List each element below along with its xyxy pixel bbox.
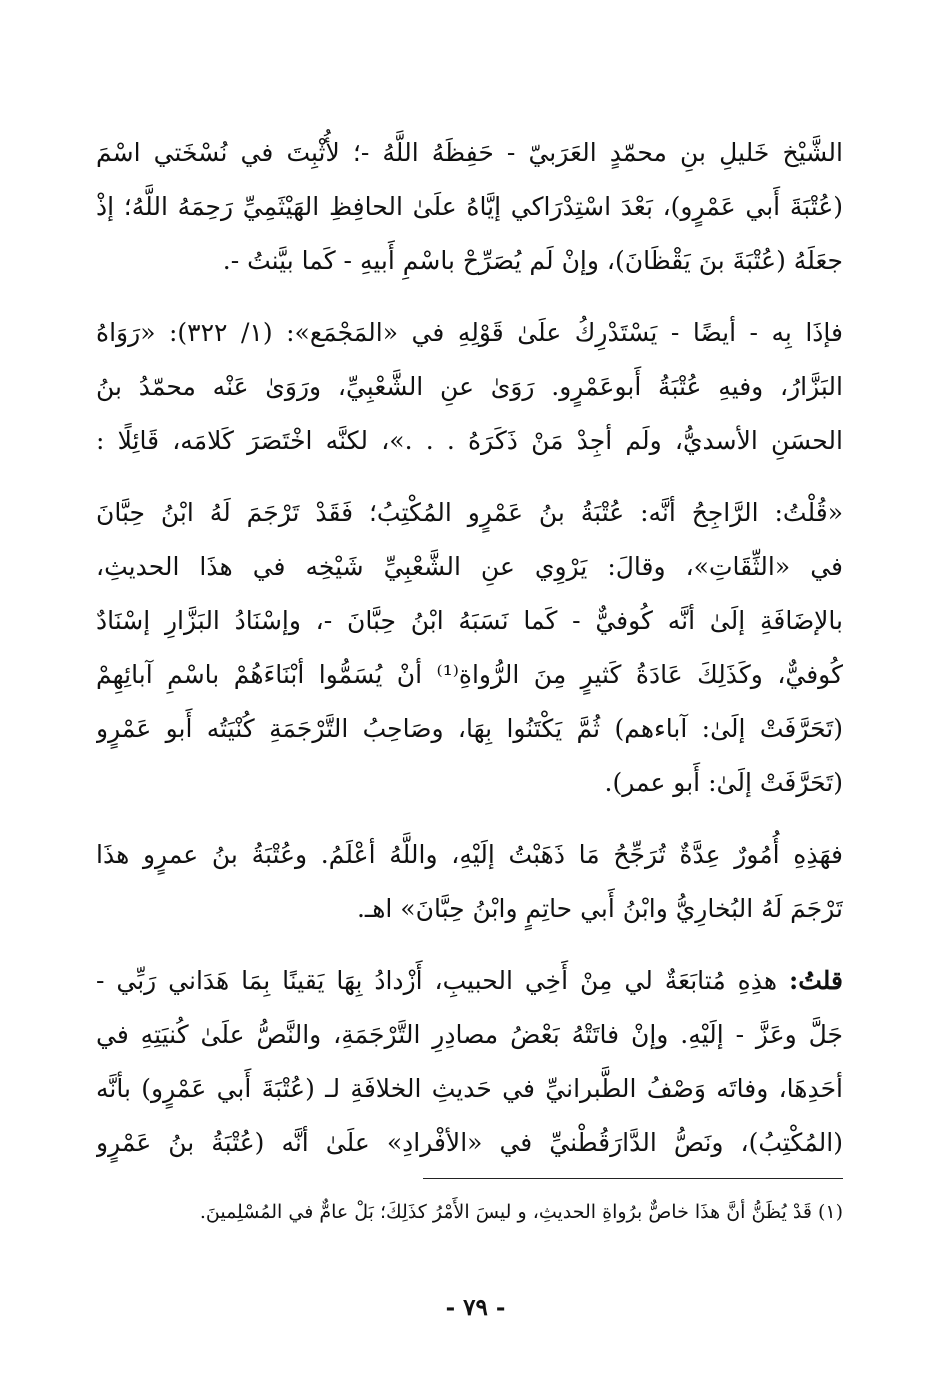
paragraph-2 [96, 306, 843, 468]
lead-word: قلتُ: [788, 966, 843, 995]
text-line: جَلَّ وعَزَّ - إلَيْهِ. وإنْ فاتَتْهُ بَعْضُ مصادِرِ التَّرْجَمَةِ، والنَّصُّ علَىٰ كُنيَتِهِ في [96, 1020, 843, 1049]
text-line: «قُلْتُ: الرَّاجِحُ أنَّه: عُتْبَةُ بنُ عَمْرٍو المُكْتِبُ؛ فَقَدْ تَرْجَمَ لَهُ ابْنُ حِبَّانَ [96, 498, 843, 527]
text-line: جعَلَهُ (عُتْبَةَ بنَ يَقْظَانَ)، وإنْ لَم يُصَرِّحْ باسْمِ أَبيهِ - كَما بيَّنتُ -. [222, 246, 843, 275]
text-line: (تَحَرَّفَتْ إلَىٰ: آباءهم) ثُمَّ يَكْتَنُوا بِهَا، وصَاحِبُ التَّرْجَمَةِ كُنْيَتُه أَبو عَمْرٍو [96, 714, 843, 743]
text-line: البَزَّارُ، وفيهِ عُتْبَةُ أَبوعَمْرٍو. رَوَىٰ عنِ الشَّعْبِيِّ، ورَوَىٰ عَنْه محمّدُ بنُ [96, 372, 843, 401]
text-line-with-lead [96, 954, 843, 1008]
text-line: الشَّيْخ خَليلِ بنِ محمّدٍ العَرَبيّ - حَفِظَهُ اللَّهُ -؛ لأُثْبِتَ في نُسْخَتي اسْمَ [96, 138, 843, 167]
text-line: (عُتْبَةَ أَبي عَمْرٍو)، بَعْدَ اسْتِدْرَاكي إيَّاهُ علَىٰ الحافِظِ الهَيْثَمِيِّ رَحِمَهُ اللَّهُ؛ إذْ [96, 192, 843, 221]
text-line: الحسَنِ الأسديُّ، ولَم أجِدْ مَنْ ذَكَرَهُ . . .»، لكنَّه اخْتَصَرَ كَلامَه، قَائِلًا : [96, 426, 843, 455]
page-number: - ٧٩ - [445, 1294, 506, 1321]
text-line: كُوفيٌّ، وكَذَلِكَ عَادَةُ كَثيرٍ مِنَ الرُّواةِ⁽¹⁾ أنْ يُسَمُّوا أبْنَاءَهُمْ باسْمِ آبائِهِمْ [96, 660, 843, 689]
text-run: هذِهِ مُتابَعَةٌ لي مِنْ أَخِي الحبيبِ، أَزْدادُ بِهَا يَقينًا بِمَا هَدَاني رَبِّي - [96, 966, 789, 995]
text-line: فهَذِهِ أُمُورٌ عِدَّةٌ تُرَجِّحُ مَا ذَهَبْتُ إلَيْهِ، واللَّهُ أعْلَمُ. وعُتْبَةُ بنُ عمرٍو هذَا [96, 840, 843, 869]
text-line: (المُكْتِبُ)، ونَصُّ الدَّارَقُطْنيِّ في «الأفْرادِ» علَىٰ أنَّه (عُتْبَةُ بنُ عَمْرٍو [96, 1128, 843, 1157]
text-line: تَرْجَمَ لَهُ البُخارِيُّ وابْنُ أَبي حاتِمٍ وابْنُ حِبَّانَ» اهـ. [356, 894, 843, 923]
text-line: (تَحَرَّفَتْ إلَىٰ: أَبو عمر). [604, 768, 843, 797]
paragraph-3-quote [96, 486, 843, 810]
text-line: في «الثِّقَاتِ»، وقالَ: يَرْوِي عنِ الشَّعْبِيِّ شَيْخِه في هذَا الحديثِ، [96, 552, 843, 581]
paragraph-1 [96, 126, 843, 288]
text-line: أحَدِهَا، وفاتَه وَصْفُ الطَّبرانيِّ في حَديثِ الخلافَةِ لـ (عُتْبَةَ أَبي عَمْرٍو) بأنَّه [96, 1074, 843, 1103]
footnote-divider [423, 1178, 843, 1179]
text-line: بالإضَافَةِ إلَىٰ أنَّه كُوفيٌّ - كَما نَسَبَهُ ابْنُ حِبَّانَ -، وإسْنَادُ البَزَّارِ إسْنَادٌ [96, 606, 843, 635]
text-line: فإذَا بِه - أيضًا - يَسْتَدْرِكُ علَىٰ قَوْلِهِ في «المَجْمَع»: (١/ ٣٢٢): «رَوَاهُ [96, 318, 843, 347]
paragraph-4 [96, 828, 843, 936]
footnote: (١) قَدْ يُظَنُّ أنَّ هذَا خاصٌّ برُواةِ الحديثِ، و ليسَ الأَمْرُ كذَلِكَ؛ بَلْ عامٌّ في المُسْلِمينَ. [199, 1201, 843, 1223]
main-text [96, 126, 843, 1188]
paragraph-5 [96, 954, 843, 1170]
